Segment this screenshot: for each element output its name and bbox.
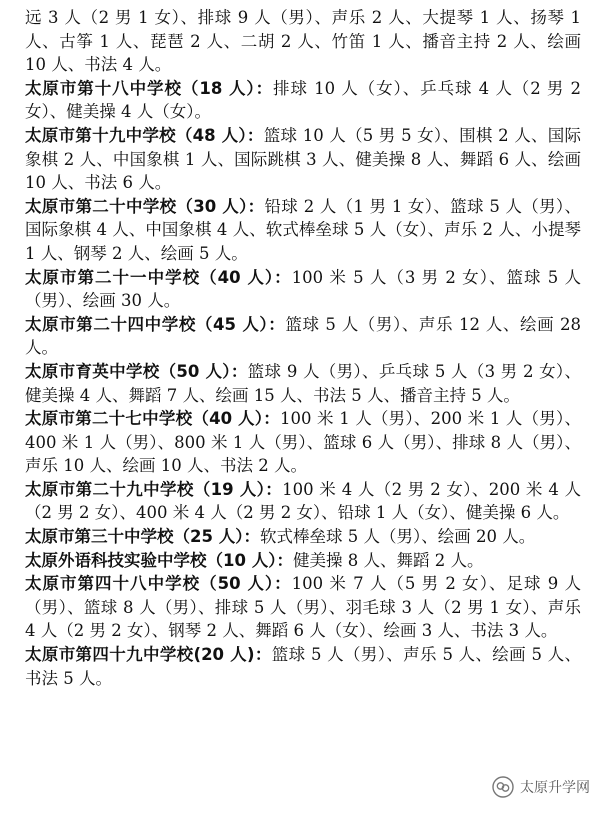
school-name: 太原外语科技实验中学校（10 人）： <box>25 550 293 570</box>
school-details: 100 米 1 人（男）、200 米 1 人（男）、400 米 1 人（男）、800 米 1 人（男）、篮球 6 人（男）、排球 8 人（男）、声乐 10 人、绘画 10 人、书法 2 人。 <box>25 409 581 476</box>
school-name: 太原市育英中学校（50 人）： <box>25 361 248 381</box>
watermark-text: 太原升学网 <box>520 780 590 796</box>
school-name: 太原市第二十七中学校（40 人）： <box>25 409 281 429</box>
school-name: 太原市第十八中学校（18 人）： <box>25 78 274 98</box>
school-name: 太原市第二十四中学校（45 人）： <box>25 314 286 334</box>
school-entry <box>25 77 581 124</box>
school-name: 太原市第二十九中学校（19 人）： <box>25 479 283 499</box>
school-entry <box>25 124 581 195</box>
school-details: 排球 10 人（女）、乒乓球 4 人（2 男 2 女）、健美操 4 人（女）。 <box>25 78 581 122</box>
school-details: 篮球 5 人（男）、声乐 12 人、绘画 28 人。 <box>25 314 581 358</box>
watermark <box>492 776 590 798</box>
school-details: 100 米 4 人（2 男 2 女）、200 米 4 人（2 男 2 女）、400 米 4 人（2 男 2 女）、铅球 1 人（女）、健美操 6 人。 <box>25 479 581 523</box>
school-name: 太原市第二十中学校（30 人）： <box>25 196 265 216</box>
school-details: 铅球 2 人（1 男 1 女）、篮球 5 人（男）、国际象棋 4 人、中国象棋 4 人、软式棒垒球 5 人（女）、声乐 2 人、小提琴 1 人、钢琴 2 人、绘画 5 人。 <box>25 196 581 263</box>
school-entry <box>25 478 581 525</box>
school-details: 软式棒垒球 5 人（男）、绘画 20 人。 <box>259 527 536 547</box>
school-name: 太原市第二十一中学校（40 人）： <box>25 267 292 287</box>
school-details: 篮球 5 人（男）、声乐 5 人、绘画 5 人、书法 5 人。 <box>25 645 581 688</box>
school-details: 篮球 10 人（5 男 5 女）、围棋 2 人、国际象棋 2 人、中国象棋 1 人、国际跳棋 3 人、健美操 8 人、舞蹈 6 人、绘画 10 人、书法 6 人。 <box>25 125 581 193</box>
school-entry <box>25 266 581 313</box>
wechat-account-icon <box>492 776 514 798</box>
school-name: 太原市第四十八中学校（50 人）： <box>25 574 292 594</box>
document-body <box>25 6 581 690</box>
school-entry <box>25 643 581 690</box>
school-entry <box>25 195 581 266</box>
intro-paragraph: 远 3 人（2 男 1 女）、排球 9 人（男）、声乐 2 人、大提琴 1 人、扬琴 1 人、古筝 1 人、琵琶 2 人、二胡 2 人、竹笛 1 人、播音主持 2 人、绘画 10 人、书法 4 人。 <box>25 8 581 75</box>
school-entry <box>25 549 581 573</box>
school-details: 健美操 8 人、舞蹈 2 人。 <box>292 550 484 570</box>
school-name: 太原市第四十九中学校(20 人)： <box>25 645 272 665</box>
school-details: 100 米 5 人（3 男 2 女）、篮球 5 人（男）、绘画 30 人。 <box>25 267 581 311</box>
school-entry <box>25 572 581 643</box>
school-name: 太原市第十九中学校（48 人）： <box>25 125 264 145</box>
school-entry <box>25 313 581 360</box>
school-entry <box>25 407 581 478</box>
school-entry <box>25 525 581 549</box>
school-details: 100 米 7 人（5 男 2 女）、足球 9 人（男）、篮球 8 人（男）、排球 5 人（男）、羽毛球 3 人（2 男 1 女）、声乐 4 人（2 男 2 女）、钢琴 2 人、舞蹈 6 人（女）、绘画 3 人、书法 3 人。 <box>25 574 581 641</box>
school-details: 篮球 9 人（男）、乒乓球 5 人（3 男 2 女）、健美操 4 人、舞蹈 7 人、绘画 15 人、书法 5 人、播音主持 5 人。 <box>25 361 581 405</box>
school-entry <box>25 360 581 407</box>
school-name: 太原市第三十中学校（25 人）： <box>25 527 260 547</box>
